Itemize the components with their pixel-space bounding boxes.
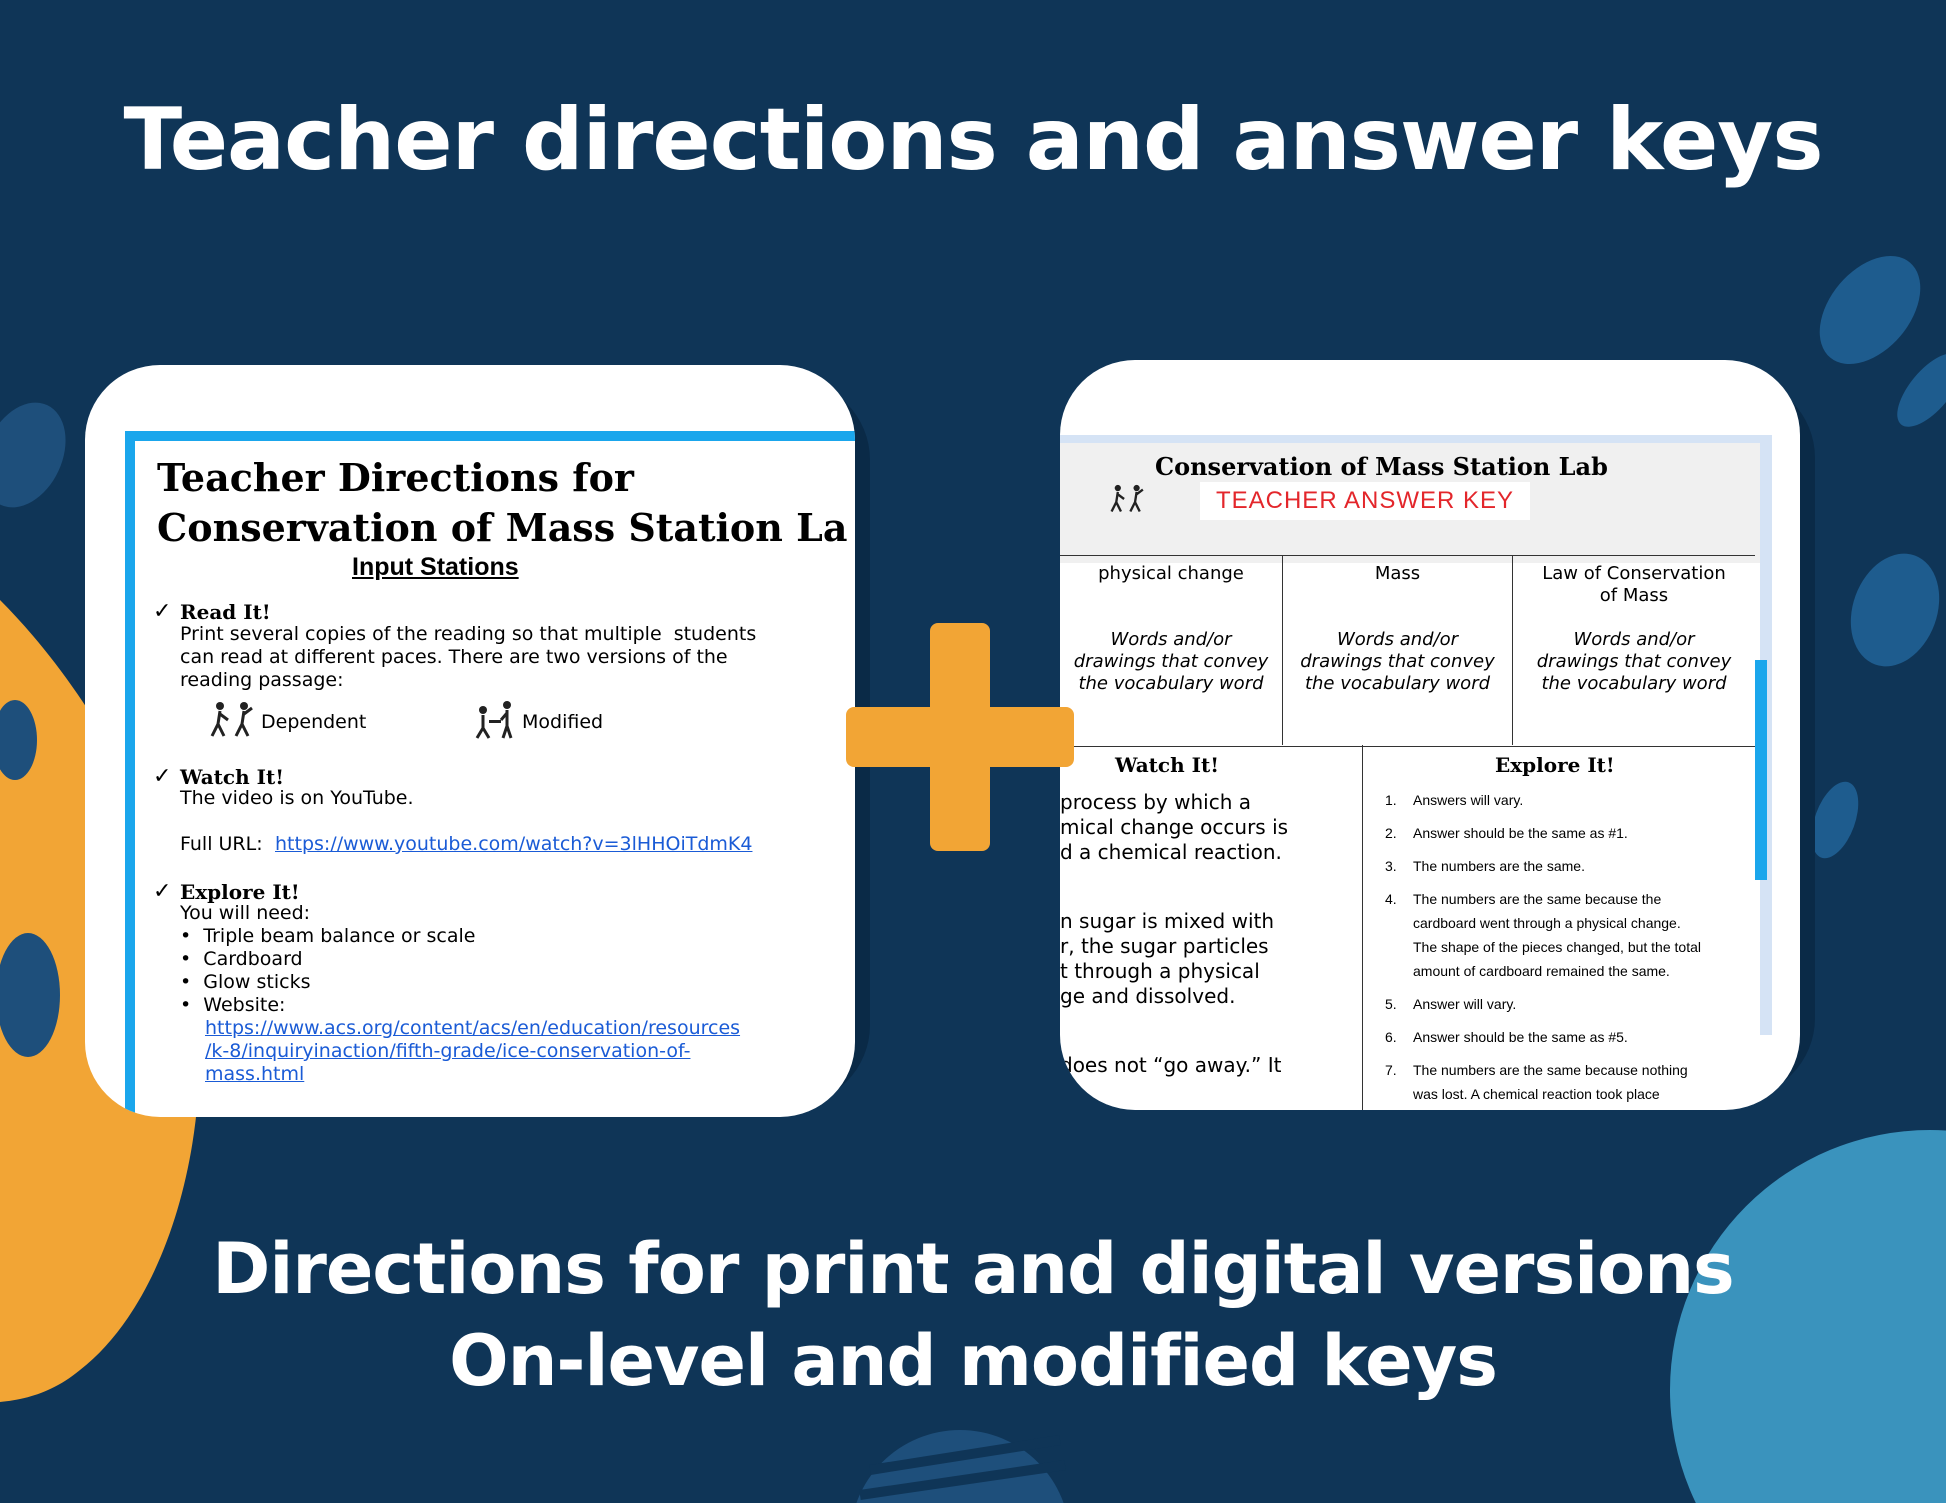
- students-icon: [1110, 482, 1146, 516]
- footer-line-2: On-level and modified keys: [449, 1320, 1497, 1402]
- answer-item: 6. Answer should be the same as #5.: [1385, 1029, 1628, 1045]
- modified-icon: [473, 700, 519, 740]
- footer-line-1: Directions for print and digital versions: [212, 1228, 1734, 1310]
- list-item: • Triple beam balance or scale: [180, 925, 476, 947]
- acs-link-line[interactable]: mass.html: [205, 1063, 305, 1085]
- blue-spot: [0, 389, 82, 521]
- right-document-card: [1060, 360, 1800, 1110]
- bullet-list: [180, 925, 476, 1017]
- doc-title-line1: Teacher Directions for: [157, 455, 634, 500]
- vocab-desc: Words and/or drawings that convey the vocabulary word: [1073, 629, 1269, 694]
- watch-answer: [1060, 790, 1288, 1078]
- explore-heading: Explore It!: [1495, 753, 1615, 777]
- text-line: does not “go away.” It: [1060, 1053, 1282, 1077]
- doc-title-line2: Conservation of Mass Station La: [157, 505, 848, 550]
- blue-accent-stripe: [1755, 660, 1767, 880]
- read-text-3: reading passage:: [180, 669, 344, 691]
- youtube-link[interactable]: https://www.youtube.com/watch?v=3lHHOiTdmK4: [275, 833, 753, 855]
- vocab-desc: Words and/or drawings that convey the vocabulary word: [1536, 629, 1732, 694]
- url-label: Full URL:: [180, 833, 263, 855]
- text-line: d a chemical reaction.: [1060, 840, 1282, 864]
- text-line: mical change occurs is: [1060, 815, 1289, 839]
- acs-link-line[interactable]: /k-8/inquiryinaction/fifth-grade/ice-conservation-of-: [205, 1040, 691, 1062]
- dependent-icon: [210, 700, 256, 740]
- answer-list: [1385, 788, 1755, 1110]
- explore-heading: Explore It!: [180, 880, 300, 904]
- blue-top-border: [125, 431, 855, 441]
- explore-intro: You will need:: [180, 902, 311, 924]
- checkmark-icon: ✓: [153, 878, 172, 903]
- read-text-1: Print several copies of the reading so that multiple students: [180, 623, 757, 645]
- vocab-term: Law of Conservation of Mass: [1542, 563, 1726, 606]
- vocab-term: physical change: [1098, 563, 1244, 584]
- answer-item: 1. Answers will vary.: [1385, 792, 1524, 808]
- dependent-label: Dependent: [261, 711, 367, 733]
- checkmark-icon: ✓: [153, 598, 172, 623]
- blue-oval: [1836, 541, 1946, 679]
- watch-heading: Watch It!: [1115, 753, 1219, 777]
- vocab-desc: Words and/or drawings that convey the vocabulary word: [1300, 629, 1495, 694]
- blue-oval: [1800, 237, 1941, 383]
- key-title: Conservation of Mass Station Lab: [1155, 452, 1608, 481]
- light-blue-circle: [1670, 1130, 1946, 1503]
- modified-label: Modified: [522, 711, 604, 733]
- blue-left-border: [125, 431, 135, 1117]
- vocab-cell: [1283, 563, 1512, 695]
- text-line: process by which a: [1060, 790, 1251, 814]
- watch-text: The video is on YouTube.: [180, 787, 414, 809]
- blue-oval: [1886, 343, 1946, 438]
- left-document-card: [85, 365, 855, 1117]
- answer-item: 3. The numbers are the same.: [1385, 858, 1585, 874]
- text-line: ge and dissolved.: [1060, 984, 1236, 1008]
- vocab-cell: [1513, 563, 1755, 695]
- acs-link-line[interactable]: https://www.acs.org/content/acs/en/education/resources: [205, 1017, 741, 1039]
- page-title: Teacher directions and answer keys: [123, 90, 1823, 190]
- answer-item: 4. The numbers are the same because the cardboard went through a physical change. The shape of the pieces changed, but the total amount of cardboard remained the same.: [1385, 891, 1701, 979]
- read-heading: Read It!: [180, 600, 271, 624]
- text-line: r, the sugar particles: [1060, 934, 1269, 958]
- answer-item: 2. Answer should be the same as #1.: [1385, 825, 1628, 841]
- answer-item: 7. The numbers are the same because nothing was lost. A chemical reaction took place: [1385, 1062, 1688, 1102]
- list-item: • Cardboard: [180, 948, 303, 970]
- read-text-2: can read at different paces. There are two versions of the: [180, 646, 728, 668]
- acs-link[interactable]: [205, 1017, 740, 1086]
- column-divider: [1362, 745, 1363, 1110]
- list-item: • Website:: [180, 994, 286, 1016]
- answer-key-badge: TEACHER ANSWER KEY: [1200, 482, 1530, 520]
- answer-item: 5. Answer will vary.: [1385, 996, 1517, 1012]
- plus-icon-bar: [846, 707, 1074, 767]
- vocab-cell: [1060, 563, 1282, 695]
- checkmark-icon: ✓: [153, 763, 172, 788]
- list-item: • Glow sticks: [180, 971, 311, 993]
- text-line: n sugar is mixed with: [1060, 909, 1275, 933]
- doc-subtitle: Input Stations: [352, 553, 519, 581]
- text-line: t through a physical: [1060, 959, 1260, 983]
- watch-heading: Watch It!: [180, 765, 284, 789]
- vocab-term: Mass: [1374, 563, 1421, 584]
